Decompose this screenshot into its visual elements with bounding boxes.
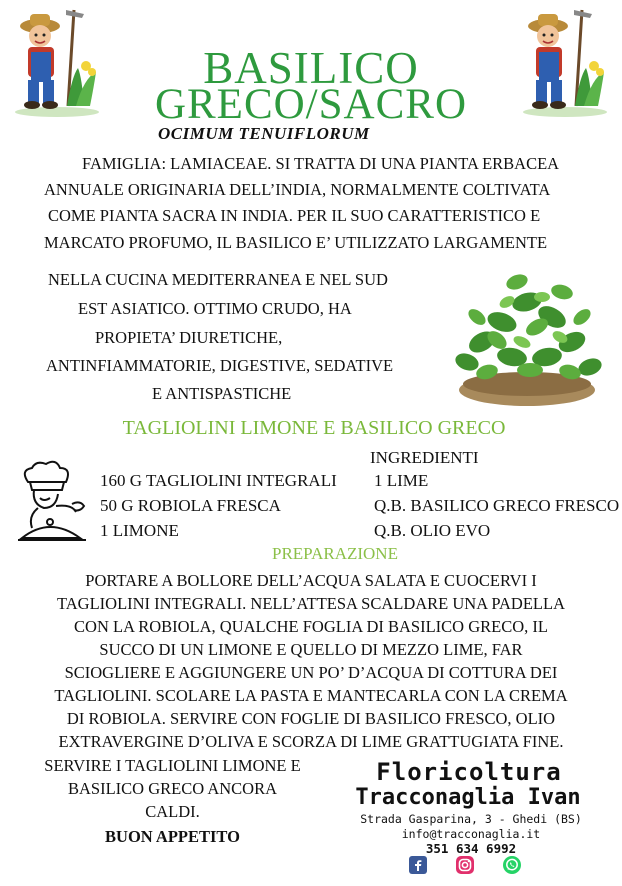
facebook-icon[interactable] xyxy=(409,856,427,874)
scientific-name: OCIMUM TENUIFLORUM xyxy=(158,124,370,143)
ingredients-right-list xyxy=(374,468,622,543)
serve-line: BASILICO GRECO ANCORA xyxy=(67,779,278,798)
intro-line: FAMIGLIA: LAMIACEAE. SI TRATTA DI UNA PIANTA ERBACEA xyxy=(82,154,560,173)
page-subtitle: GRECO/SACRO xyxy=(154,81,468,128)
preparation-line: SUCCO DI UN LIMONE E QUELLO DI MEZZO LIME, FAR xyxy=(99,640,523,659)
shop-phone: 351 634 6992 xyxy=(425,841,517,856)
chef-icon xyxy=(10,460,96,556)
preparation-line: TAGLIOLINI. SCOLARE LA PASTA E MANTECARLA CON LA CREMA xyxy=(54,686,568,705)
shop-email: info@tracconaglia.it xyxy=(401,827,541,841)
preparation-line: CON LA ROBIOLA, QUALCHE FOGLIA DI BASILICO GRECO, IL xyxy=(74,617,548,636)
instagram-icon[interactable] xyxy=(456,856,474,874)
intro-line: ANNUALE ORIGINARIA DELL’INDIA, NORMALMENTE COLTIVATA xyxy=(44,180,551,199)
preparation-line: TAGLIOLINI INTEGRALI. NELL’ATTESA SCALDARE UNA PADELLA xyxy=(56,594,565,613)
ingredient-item: • Q.B. BASILICO GRECO FRESCO xyxy=(374,493,622,518)
page-title: BASILICO xyxy=(203,43,419,93)
ingredient-item: • 1 LIME xyxy=(374,468,622,493)
ingredient-item: 50 G ROBIOLA FRESCA xyxy=(100,496,281,515)
preparation-line: DI ROBIOLA. SERVIRE CON FOGLIE DI BASILICO FRESCO, OLIO xyxy=(66,709,556,728)
serve-line: CALDI. xyxy=(145,802,200,821)
whatsapp-icon[interactable] xyxy=(503,856,521,874)
closing-text: BUON APPETITO xyxy=(105,827,240,846)
intro-line: PROPIETA’ DIURETICHE, xyxy=(95,328,283,347)
intro-line: MARCATO PROFUMO, IL BASILICO E’ UTILIZZATO LARGAMENTE xyxy=(44,233,548,252)
preparation-heading: PREPARAZIONE xyxy=(272,544,398,563)
basil-plant-image xyxy=(442,262,612,412)
intro-line: NELLA CUCINA MEDITERRANEA E NEL SUD xyxy=(48,270,388,289)
preparation-line: PORTARE A BOLLORE DELL’ACQUA SALATA E CUOCERVI I xyxy=(85,571,537,590)
shop-name-line2: Tracconaglia Ivan xyxy=(355,785,581,810)
preparation-line: SCIOGLIERE E AGGIUNGERE UN PO’ D’ACQUA DI COTTURA DEI xyxy=(64,663,558,682)
intro-line: ANTINFIAMMATORIE, DIGESTIVE, SEDATIVE xyxy=(46,356,394,375)
recipe-title xyxy=(0,417,622,440)
ingredient-item: 1 LIMONE xyxy=(100,521,179,540)
shop-address: Strada Gasparina, 3 - Ghedi (BS) xyxy=(360,812,582,826)
intro-line: COME PIANTA SACRA IN INDIA. PER IL SUO CARATTERISTICO E xyxy=(48,206,541,225)
serve-block xyxy=(40,754,305,848)
preparation-line: EXTRAVERGINE D’OLIVA E SCORZA DI LIME GRATTUGIATA FINE. xyxy=(58,732,564,751)
ingredient-item: • Q.B. OLIO EVO xyxy=(374,518,622,543)
ingredients-heading: INGREDIENTI xyxy=(370,448,479,467)
serve-line: SERVIRE I TAGLIOLINI LIMONE E xyxy=(44,756,301,775)
intro-line: EST ASIATICO. OTTIMO CRUDO, HA xyxy=(78,299,352,318)
shop-name-line1: Floricoltura xyxy=(376,758,562,786)
intro-line: E ANTISPASTICHE xyxy=(152,384,292,403)
recipe-title-text: TAGLIOLINI LIMONE E BASILICO GRECO xyxy=(122,417,506,439)
ingredient-item: 160 G TAGLIOLINI INTEGRALI xyxy=(100,471,337,490)
